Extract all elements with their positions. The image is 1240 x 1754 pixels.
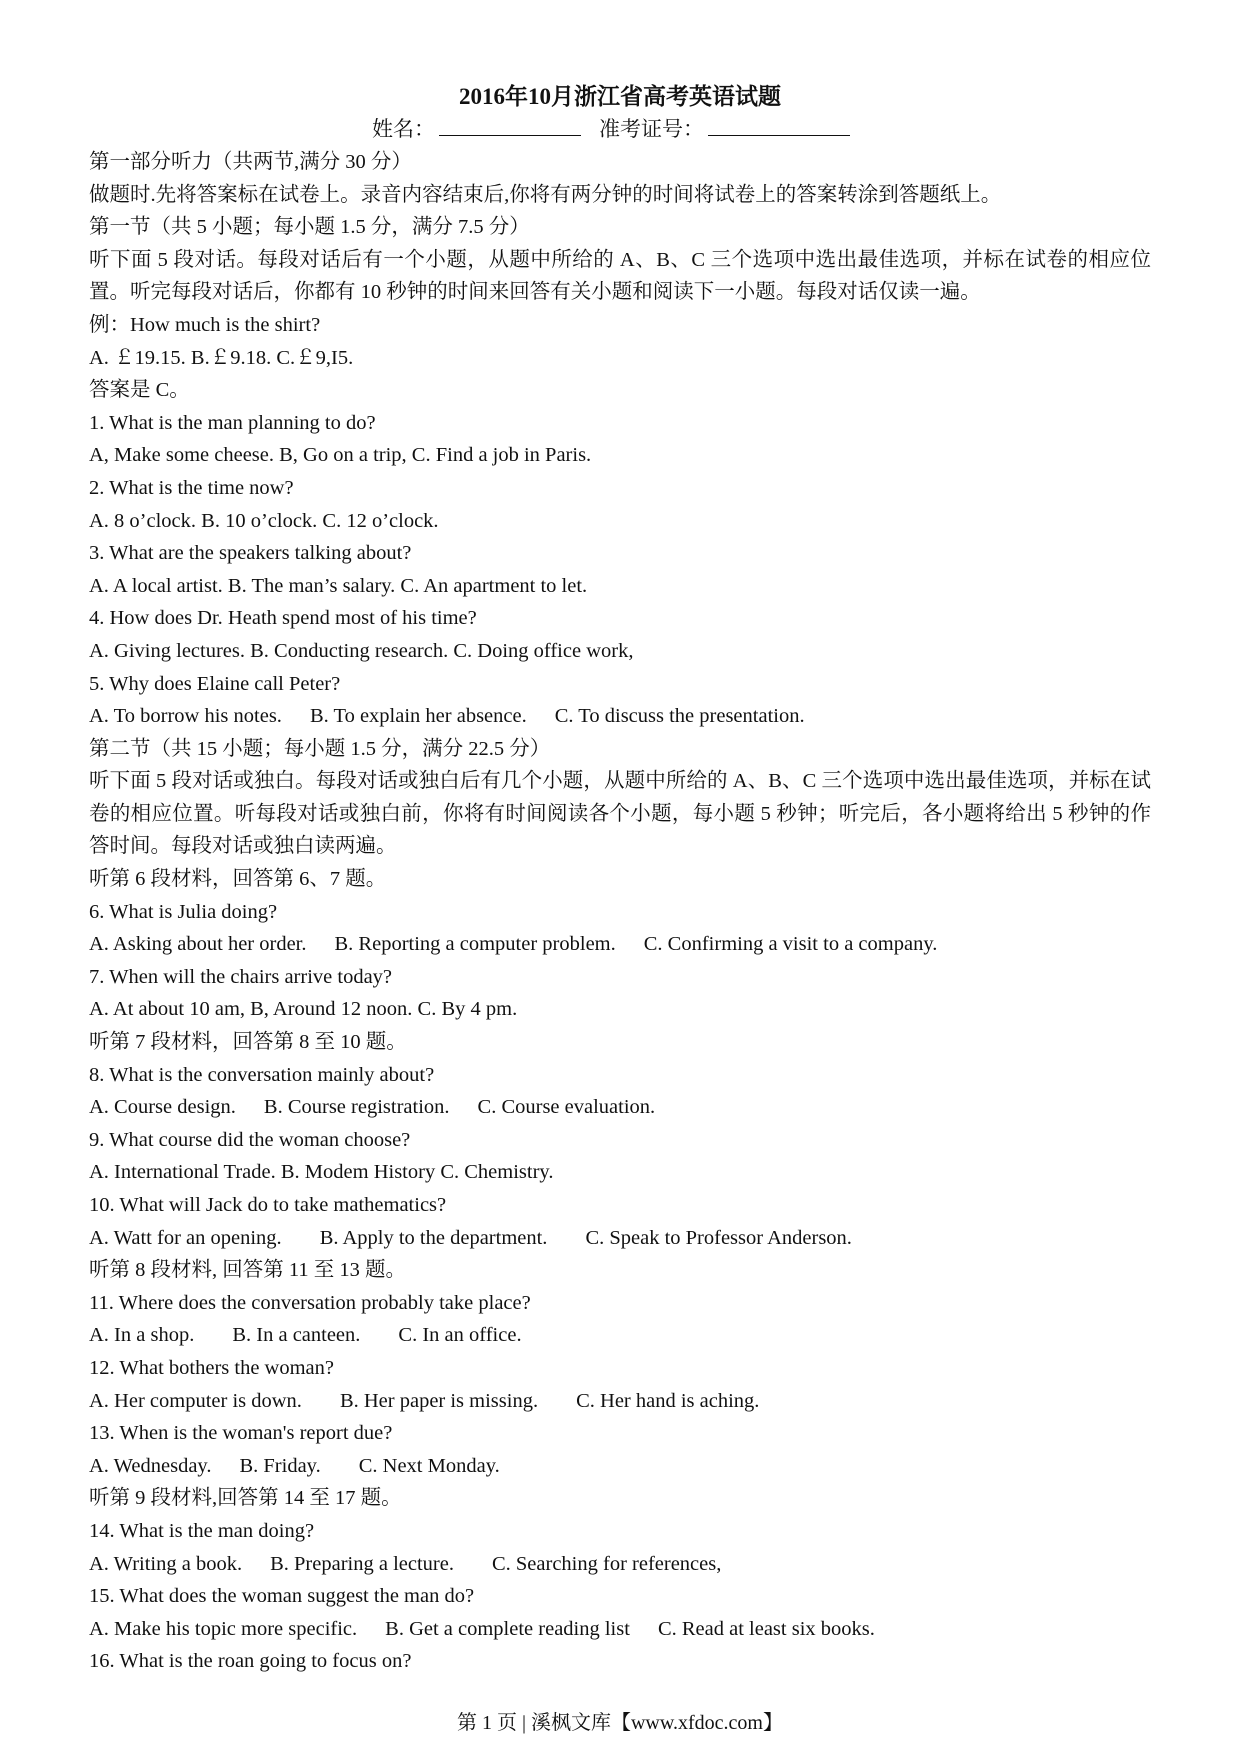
question-options: A. 8 o’clock. B. 10 o’clock. C. 12 o’clock. <box>89 509 439 532</box>
question-options <box>89 1091 1151 1124</box>
name-blank[interactable] <box>439 115 581 136</box>
question: 11. Where does the conversation probably take place? <box>89 1291 531 1314</box>
option-a: A. Writing a book. <box>89 1552 243 1575</box>
option-b: B. Course registration. <box>263 1096 450 1119</box>
example-options: A. ￡19.15. B.￡9.18. C.￡9,I5. <box>89 346 354 369</box>
option-c: C. Speak to Professor Anderson. <box>585 1226 852 1249</box>
question-options <box>89 1385 1151 1418</box>
example-question: 例：How much is the shirt? <box>89 313 321 336</box>
page-footer: 第 1 页 | 溪枫文库【www.xfdoc.com】 <box>456 1712 783 1734</box>
question: 12. What bothers the woman? <box>89 1356 334 1379</box>
question: 2. What is the time now? <box>89 476 294 499</box>
question-options: A. At about 10 am, B, Around 12 noon. C. By 4 pm. <box>89 998 518 1021</box>
option-b: B. Apply to the department. <box>319 1226 548 1249</box>
section-heading: 第二节（共 15 小题；每小题 1.5 分，满分 22.5 分） <box>89 737 551 760</box>
question: 7. When will the chairs arrive today? <box>89 965 393 988</box>
question: 1. What is the man planning to do? <box>89 411 376 434</box>
material-heading: 听第 8 段材料, 回答第 11 至 13 题。 <box>89 1259 406 1282</box>
question-options <box>89 1319 1151 1352</box>
question: 16. What is the roan going to focus on? <box>89 1650 412 1673</box>
instructions: 做题时.先将答案标在试卷上。录音内容结束后,你将有两分钟的时间将试卷上的答案转涂到答题纸上。 <box>89 183 1002 206</box>
option-a: A. Wednesday. <box>89 1454 212 1477</box>
section-instructions: 听下面 5 段对话或独白。每段对话或独白后有几个小题，从题中所给的 A、B、C 三个选项中选出最佳选项，并标在试卷的相应位置。听每段对话或独白前，你将有时间阅读各个小题，每小题 5 秒钟；听完后，各小题将给出 5 秒钟的作答时间。每段对话或独白读两遍。 <box>89 770 1151 858</box>
option-c: C. Confirming a visit to a company. <box>643 933 938 956</box>
question: 15. What does the woman suggest the man do? <box>89 1585 475 1608</box>
option-a: A. Course design. <box>89 1096 236 1119</box>
question-options <box>89 1548 1151 1581</box>
question: 14. What is the man doing? <box>89 1519 315 1542</box>
section-instructions: 听下面 5 段对话。每段对话后有一个小题，从题中所给的 A、B、C 三个选项中选出最佳选项，并标在试卷的相应位置。听完每段对话后，你都有 10 秒钟的时间来回答有关小题和阅读下一小题。每段对话仅读一遍。 <box>89 248 1151 304</box>
question-options <box>89 928 1151 961</box>
question-options <box>89 1450 1151 1483</box>
question-options <box>89 700 1151 733</box>
question-options <box>89 1613 1151 1646</box>
material-heading: 听第 9 段材料,回答第 14 至 17 题。 <box>89 1487 402 1510</box>
option-b: B. In a canteen. <box>232 1324 361 1347</box>
material-heading: 听第 7 段材料，回答第 8 至 10 题。 <box>89 1031 407 1054</box>
material-heading: 听第 6 段材料，回答第 6、7 题。 <box>89 868 387 891</box>
question-options: A, Make some cheese. B, Go on a trip, C. Find a job in Paris. <box>89 444 592 467</box>
question: 6. What is Julia doing? <box>89 900 278 923</box>
example-answer: 答案是 C。 <box>89 379 190 402</box>
question: 9. What course did the woman choose? <box>89 1128 411 1151</box>
option-c: C. Read at least six books. <box>657 1617 875 1640</box>
question-options: A. International Trade. B. Modem History C. Chemistry. <box>89 1161 554 1184</box>
option-b: B. Get a complete reading list <box>385 1617 630 1640</box>
option-a: A. Make his topic more specific. <box>89 1617 358 1640</box>
section-heading: 第一节（共 5 小题；每小题 1.5 分，满分 7.5 分） <box>89 216 530 239</box>
option-c: C. Her hand is aching. <box>576 1389 760 1412</box>
option-b: B. To explain her absence. <box>309 705 527 728</box>
question: 5. Why does Elaine call Peter? <box>89 672 341 695</box>
option-a: A. Watt for an opening. <box>89 1226 282 1249</box>
option-a: A. In a shop. <box>89 1324 195 1347</box>
question: 3. What are the speakers talking about? <box>89 542 412 565</box>
name-label: 姓名： <box>372 117 435 141</box>
option-c: C. In an office. <box>398 1324 522 1347</box>
option-c: C. Next Monday. <box>358 1454 500 1477</box>
question: 4. How does Dr. Heath spend most of his time? <box>89 607 477 630</box>
option-c: C. Course evaluation. <box>477 1096 656 1119</box>
question-options: A. Giving lectures. B. Conducting research. C. Doing office work, <box>89 639 634 662</box>
exam-id-label: 准考证号： <box>599 117 704 141</box>
page-title: 2016年10月浙江省高考英语试题 <box>459 84 781 109</box>
question: 8. What is the conversation mainly about? <box>89 1063 435 1086</box>
option-a: A. To borrow his notes. <box>89 705 282 728</box>
exam-content <box>89 146 1151 1678</box>
question-options: A. A local artist. B. The man’s salary. C. An apartment to let. <box>89 574 588 597</box>
question-options <box>89 1222 1151 1255</box>
option-c: C. To discuss the presentation. <box>554 705 805 728</box>
option-a: A. Asking about her order. <box>89 933 307 956</box>
candidate-info <box>0 115 1240 143</box>
option-b: B. Preparing a lecture. <box>270 1552 454 1575</box>
question: 10. What will Jack do to take mathematics? <box>89 1194 447 1216</box>
exam-id-blank[interactable] <box>708 115 850 136</box>
option-b: B. Her paper is missing. <box>339 1389 539 1412</box>
option-c: C. Searching for references, <box>491 1552 722 1575</box>
option-a: A. Her computer is down. <box>89 1389 302 1412</box>
option-b: B. Friday. <box>239 1454 321 1477</box>
option-b: B. Reporting a computer problem. <box>334 933 616 956</box>
part-heading: 第一部分听力（共两节,满分 30 分） <box>89 151 412 173</box>
question: 13. When is the woman's report due? <box>89 1422 393 1445</box>
